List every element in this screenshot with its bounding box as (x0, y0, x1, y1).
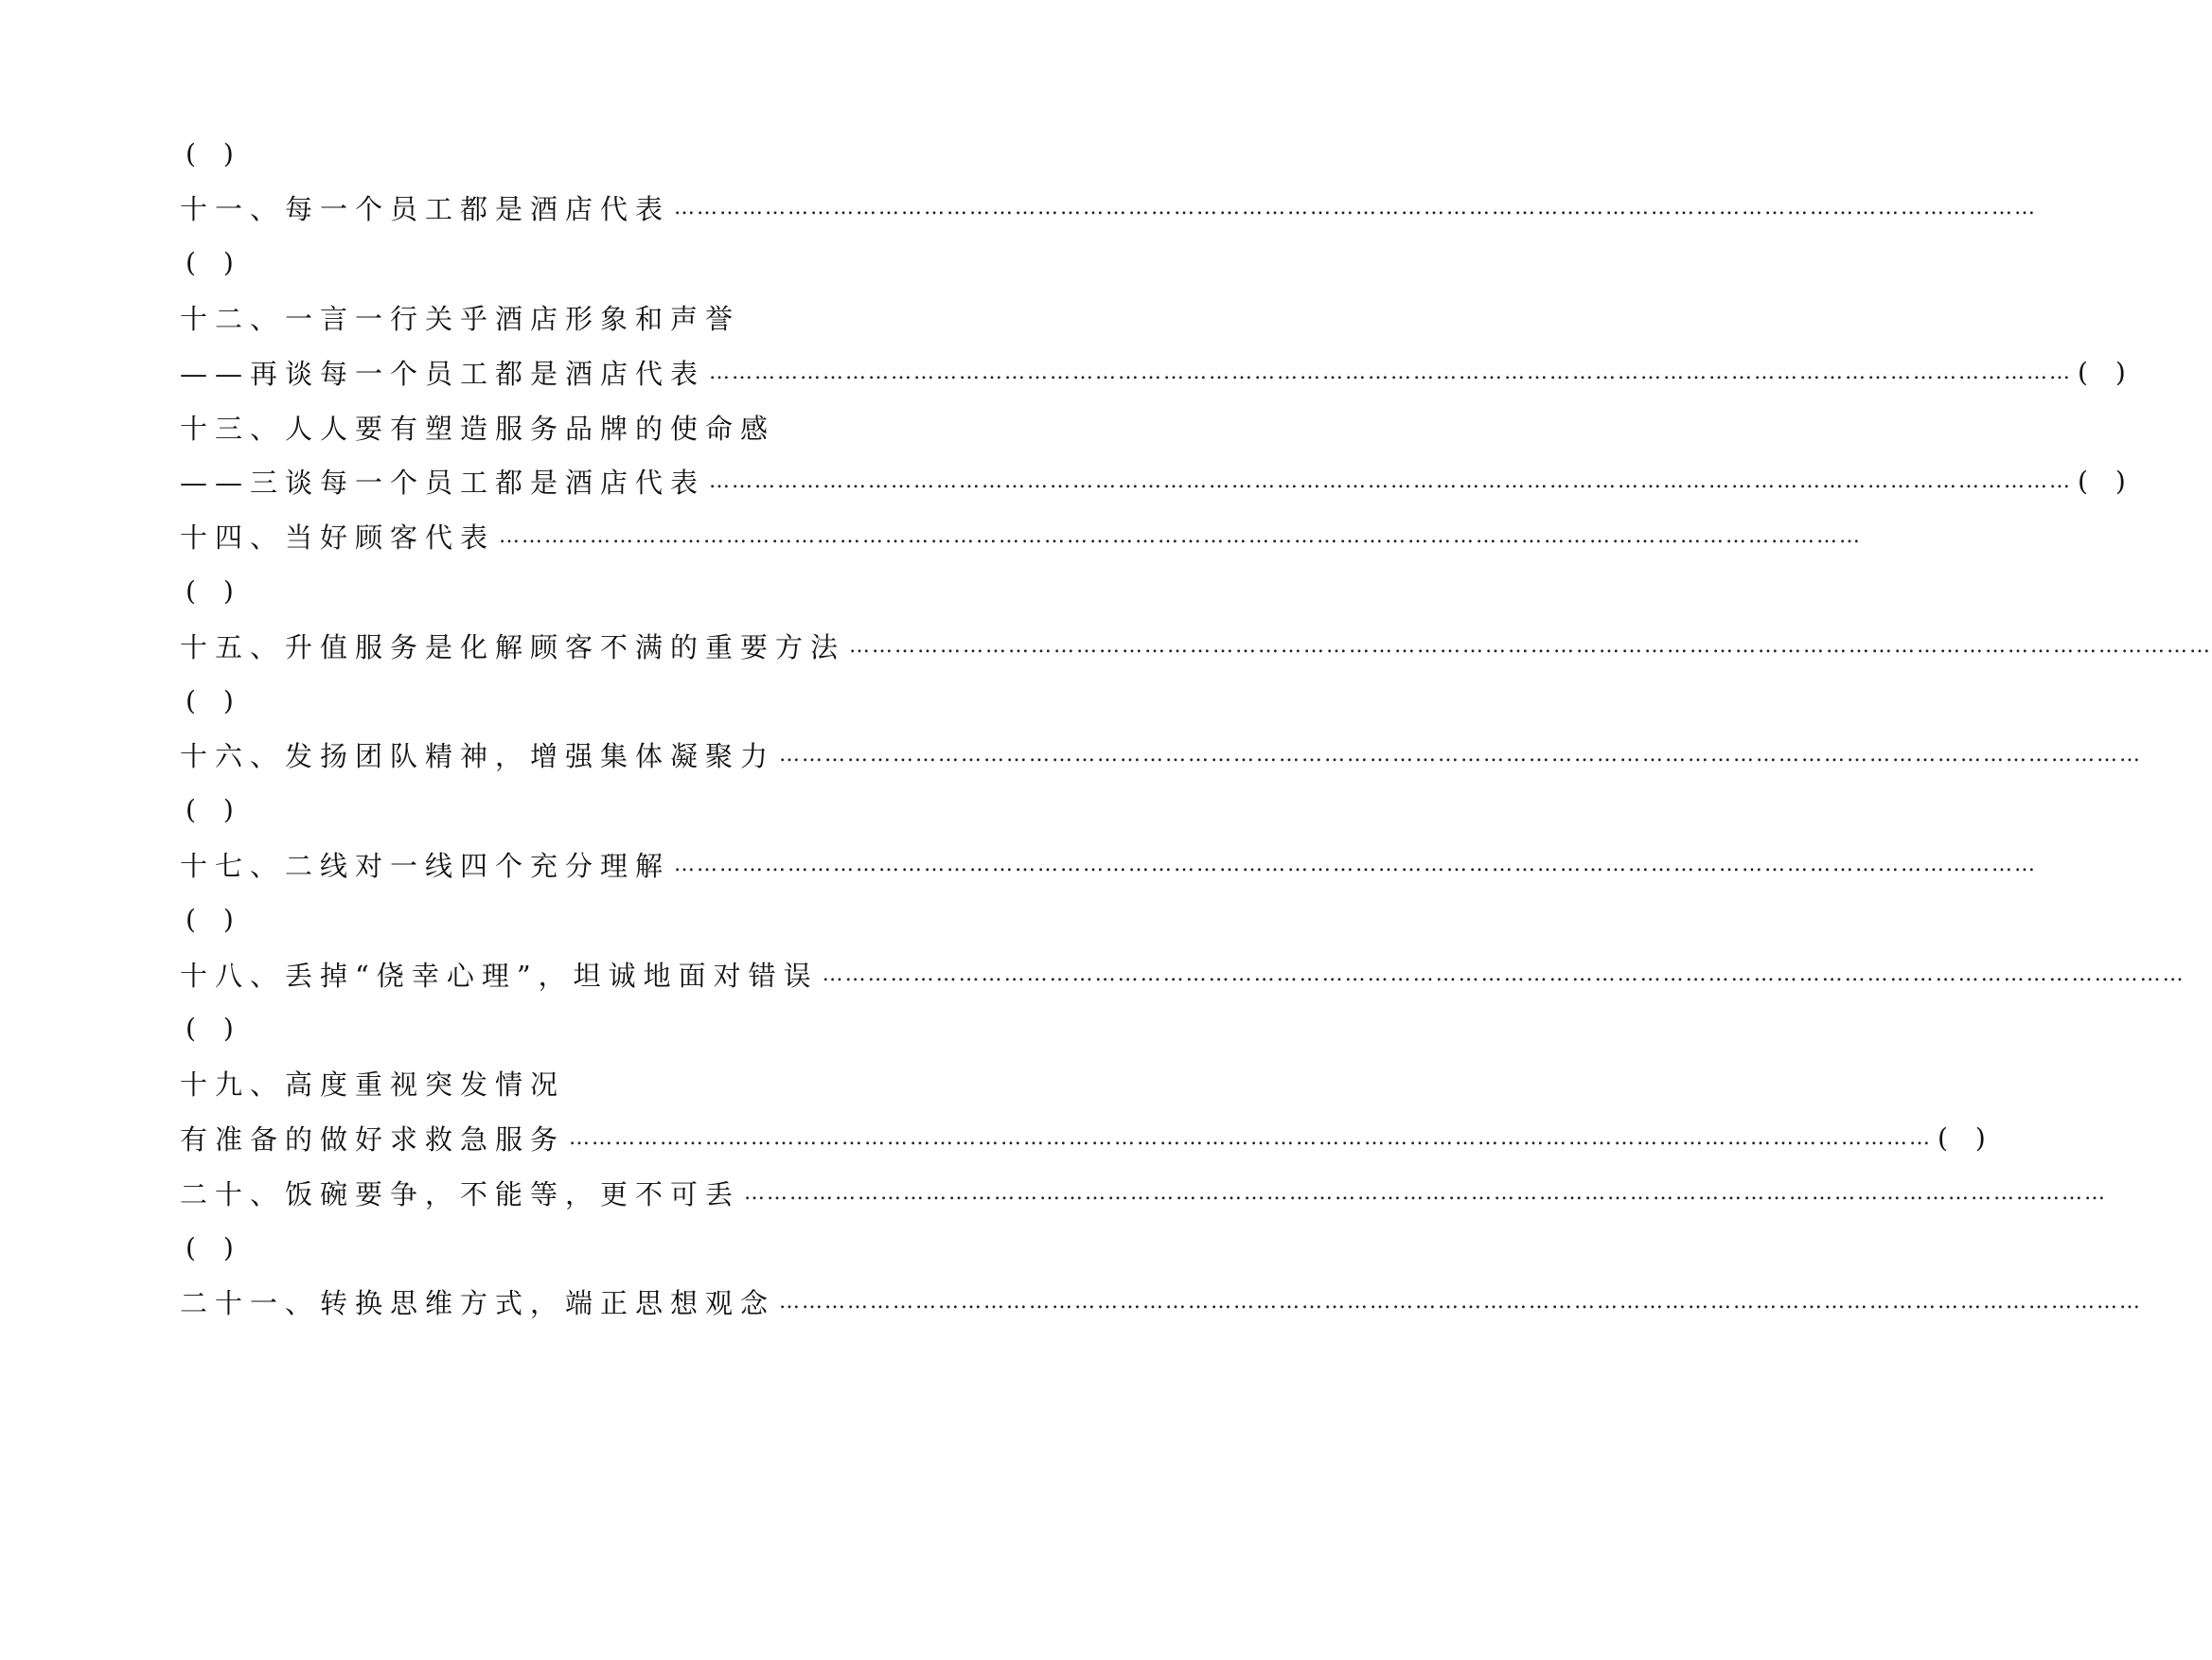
toc-page-ref: ( ) (186, 247, 243, 279)
toc-entry (180, 187, 2038, 229)
toc-entry-title: 十八、丢掉“侥幸心理”，坦诚地面对错误 (180, 959, 819, 992)
toc-entry-title: 十二、一言一行关乎酒店形象和声誉 (180, 302, 741, 335)
toc-entry-title: 二十一、转换思维方式，端正思想观念 (180, 1287, 776, 1320)
toc-page-ref: ( ) (186, 903, 243, 935)
toc-entry-title: 十五、升值服务是化解顾客不满的重要方法 (180, 630, 846, 663)
toc-dot-leader: ……………………………………………………………………………………………………………………………………………………………… (709, 469, 2073, 494)
toc-entry (180, 625, 2212, 666)
toc-dot-leader: ……………………………………………………………………………………………………………………………………………………………… (674, 196, 2038, 221)
toc-entry (180, 734, 2143, 776)
toc-entry (180, 1227, 996, 1268)
toc-entry (180, 1281, 2143, 1323)
toc-entry (180, 132, 996, 174)
toc-entry (180, 789, 996, 831)
toc-entry (180, 242, 996, 284)
toc-page-ref: ( ) (186, 1013, 243, 1045)
toc-page-ref: ( ) (186, 137, 243, 169)
toc-entry (180, 1117, 1995, 1158)
toc-dot-leader: ……………………………………………………………………………………………………………………………………………………………… (744, 1180, 2108, 1205)
toc-entry (180, 843, 2038, 885)
toc-entry-title: 十九、高度重视突发情况 (180, 1068, 566, 1102)
toc-page-ref: ( ) (186, 574, 243, 607)
toc-page-ref: ( ) (2078, 466, 2135, 498)
toc-entry (180, 680, 996, 721)
toc-entry (180, 953, 2185, 995)
toc-entry (180, 1063, 996, 1104)
toc-entry (180, 351, 2135, 393)
toc-entry (180, 1008, 996, 1050)
toc-entry (180, 570, 996, 611)
toc-page-ref: ( ) (1938, 1121, 1995, 1154)
toc-entry-title: 十六、发扬团队精神，增强集体凝聚力 (180, 740, 776, 773)
toc-entry-title: 二十、饭碗要争，不能等，更不可丢 (180, 1177, 741, 1210)
toc-entry-title: 十七、二线对一线四个充分理解 (180, 849, 671, 882)
toc-dot-leader: ……………………………………………………………………………………………………………………………………………………………… (569, 1125, 1933, 1150)
toc-entry (180, 898, 996, 940)
toc-entry-title: ——再谈每一个员工都是酒店代表 (180, 357, 706, 390)
toc-entry-title: 有准备的做好求救急服务 (180, 1122, 566, 1156)
toc-entry (180, 406, 996, 448)
toc-dot-leader: ……………………………………………………………………………………………………………………………………………………………… (822, 962, 2185, 986)
toc-dot-leader: ……………………………………………………………………………………………………………………………………………………………… (499, 524, 1863, 549)
toc-page-ref: ( ) (186, 1231, 243, 1263)
toc-entry-title: ——三谈每一个员工都是酒店代表 (180, 467, 706, 500)
toc-entry (180, 461, 2135, 503)
toc-dot-leader: ……………………………………………………………………………………………………………………………………………………………… (709, 360, 2073, 384)
toc-dot-leader: ……………………………………………………………………………………………………………………………………………………………… (779, 1290, 2143, 1315)
toc-entry-title: 十三、人人要有塑造服务品牌的使命感 (180, 412, 776, 445)
toc-entry-title: 十一、每一个员工都是酒店代表 (180, 193, 671, 226)
toc-page-ref: ( ) (2078, 356, 2135, 388)
toc-entry (180, 296, 996, 338)
toc-page-ref: ( ) (186, 794, 243, 826)
toc-dot-leader: ……………………………………………………………………………………………………………………………………………………………… (779, 743, 2143, 768)
toc-dot-leader: ……………………………………………………………………………………………………………………………………………………………… (674, 852, 2038, 876)
toc-entry (180, 516, 1863, 557)
toc-entry-title: 十四、当好顾客代表 (180, 521, 496, 555)
toc-entry (180, 1172, 2108, 1213)
toc-dot-leader: ……………………………………………………………………………………………………………………………………………………………… (849, 633, 2212, 658)
toc-page-ref: ( ) (186, 684, 243, 716)
